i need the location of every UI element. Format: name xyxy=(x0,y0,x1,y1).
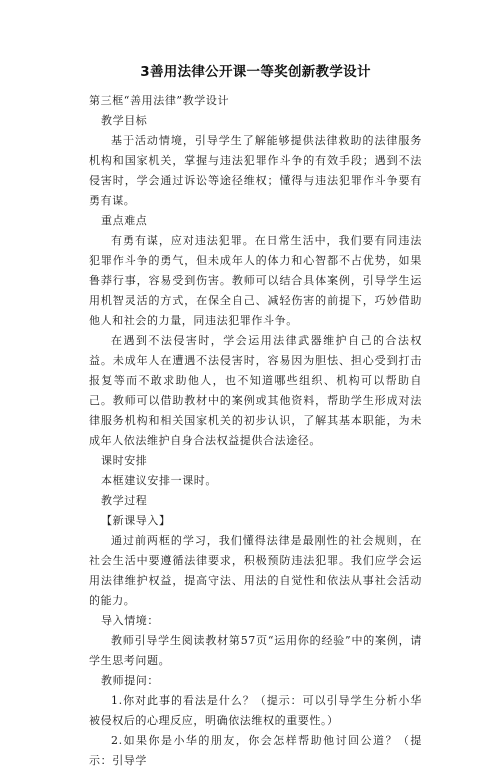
document-title: 3善用法律公开课一等奖创新教学设计 xyxy=(140,64,371,80)
paragraph: 【新课导入】 xyxy=(101,514,171,527)
paragraph: 有勇有谋，应对违法犯罪。在日常生活中，我们要有同违法犯罪作斗争的勇气，但未成年人的体力和心智都不占优势，如果鲁莽行事，容易受到伤害。教师可以结合具体案例，引导学生运用机智灵活的方式，在保全自己、减轻伤害的前提下，巧妙借助他人和社会的力量，同违法犯罪作斗争。 xyxy=(89,234,422,327)
paragraph: 本框建议安排一课时。 xyxy=(101,474,217,487)
paragraph: 通过前两框的学习，我们懂得法律是最刚性的社会规则，在社会生活中要遵循法律要求，积极预防违法犯罪。我们应学会运用法律维护权益，提高守法、用法的自觉性和依法从事社会活动的能力。 xyxy=(89,534,422,607)
paragraph: 教学过程 xyxy=(101,494,148,507)
paragraph: 第三框“善用法律”教学设计 xyxy=(89,94,230,107)
paragraph: 2.如果你是小华的朋友，你会怎样帮助他讨回公道？（提示：引导学 xyxy=(89,734,422,767)
paragraph: 教师引导学生阅读教材第57页“运用你的经验”中的案例，请学生思考问题。 xyxy=(89,634,422,667)
paragraph: 基于活动情境，引导学生了解能够提供法律救助的法律服务机构和国家机关，掌握与违法犯罪作斗争的有效手段；遇到不法侵害时，学会通过诉讼等途径维权；懂得与违法犯罪作斗争要有勇有谋。 xyxy=(89,134,422,207)
paragraph: 1.你对此事的看法是什么？（提示：可以引导学生分析小华被侵权后的心理反应，明确依法维权的重要性。） xyxy=(89,694,422,727)
paragraph: 导入情境： xyxy=(101,614,159,627)
paragraph: 教师提问： xyxy=(101,674,159,687)
document-body xyxy=(89,91,422,771)
paragraph: 在遇到不法侵害时，学会运用法律武器维护自己的合法权益。未成年人在遭遇不法侵害时，容易因为胆怯、担心受到打击报复等而不敢求助他人，也不知道哪些组织、机构可以帮助自己。教师可以借助教材中的案例或其他资料，帮助学生形成对法律服务机构和相关国家机关的初步认识，了解其基本职能，为未成年人依法维护自身合法权益提供合法途径。 xyxy=(89,334,422,447)
paragraph: 课时安排 xyxy=(101,454,148,467)
paragraph: 教学目标 xyxy=(101,114,148,127)
paragraph: 重点难点 xyxy=(101,214,148,227)
